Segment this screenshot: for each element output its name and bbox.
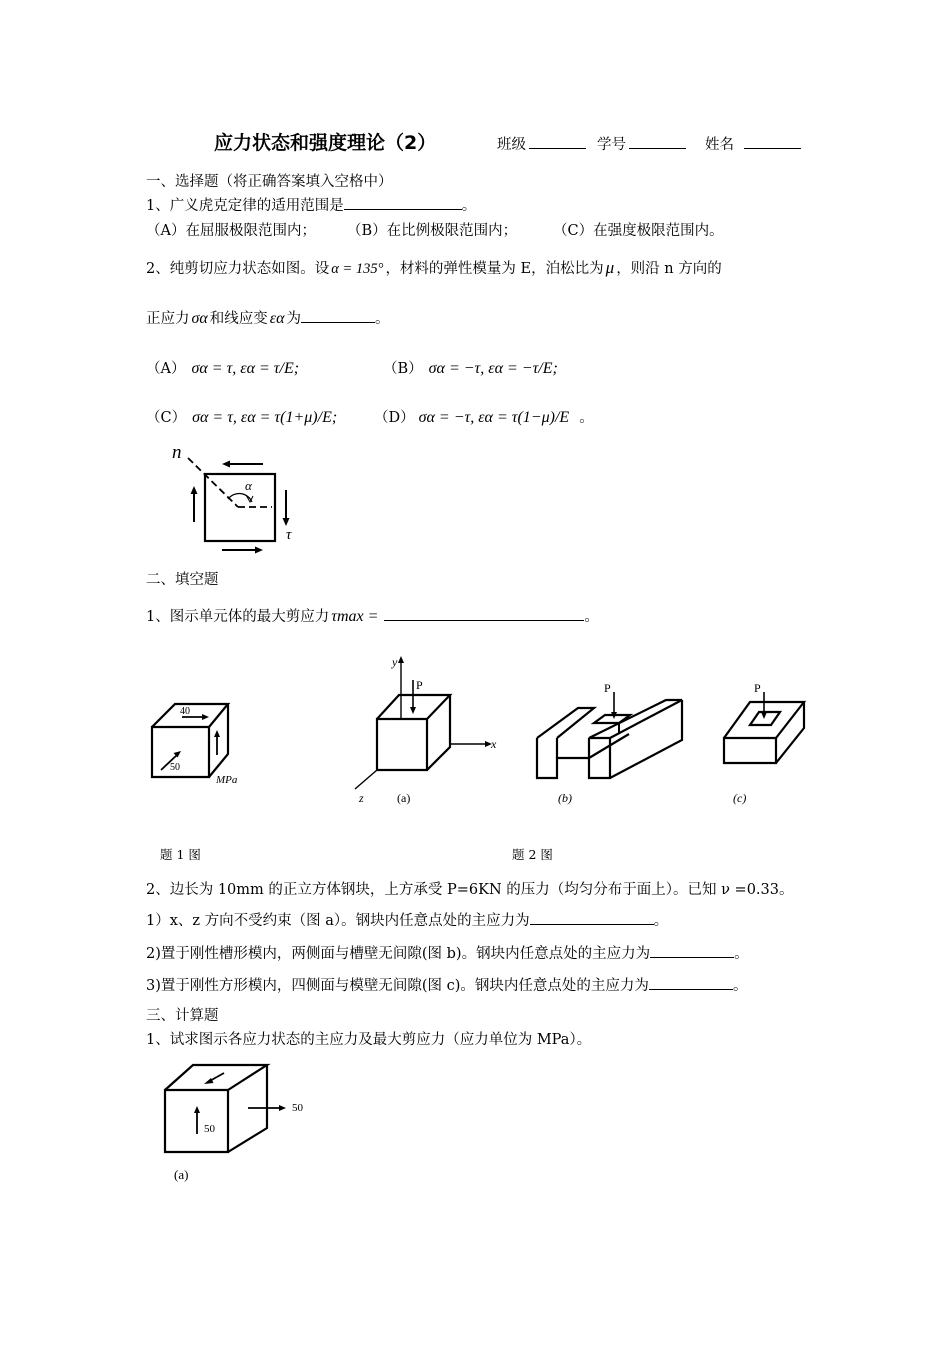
x-axis-label: x [491,737,497,751]
q2-1-stem: 1、图示单元体的最大剪应力 τmax = 。 [146,605,599,626]
tau-max: τmax = [331,608,379,625]
n-label: n [172,442,182,463]
alpha-value: α = 135° [331,261,384,277]
stress-40-label: 40 [180,706,190,717]
page-title: 应力状态和强度理论（2） [214,132,437,154]
section1-heading: 一、选择题（将正确答案填入空格中） [146,174,393,190]
top-arrow-head [222,461,230,468]
section3-heading: 三、计算题 [146,1008,219,1024]
mu-symbol: μ [605,258,615,277]
class-label: 班级 [497,137,526,153]
fig2-caption: 题 2 图 [512,847,553,862]
q1-1-stem: 1、广义虎克定律的适用范围是 。 [146,194,476,215]
q1-1-option-c: （C）在强度极限范围内。 [553,223,724,239]
q1-2-line1: 2、纯剪切应力状态如图。设 α = 135° ，材料的弹性模量为 E，泊松比为 μ ，则沿 n 方向的 [146,258,722,277]
q3-fig-a-cube [160,1060,320,1190]
fig2c-label: (c) [733,791,747,805]
mold-front-face [724,738,776,763]
q1-2-option-d: （D） σα = −τ, εα = τ(1−μ)/E 。 [374,409,594,426]
unit-label: MPa [216,774,238,786]
fig1-caption: 题 1 图 [160,847,201,862]
alpha-label: α [245,478,252,493]
q1-1-option-a: （A）在屈服极限范围内； [146,223,316,239]
load-p-label-c: P [754,681,761,695]
side-shear-arrow-head [214,730,220,737]
stress-40-arrow-head [202,714,209,720]
name-blank[interactable] [744,133,801,149]
load-p-label-a: P [416,678,423,692]
z-axis-label: z [359,791,364,805]
q1-1-answer-blank[interactable] [344,194,462,210]
channel-front-face [537,738,610,778]
id-blank[interactable] [629,133,686,149]
fig2b-label: (b) [558,791,572,805]
sigma-alpha: σα [191,310,208,327]
stress-50-label: 50 [170,762,180,773]
tau-label: τ [286,527,292,543]
id-label: 学号 [597,137,626,153]
q1-2-answer-blank[interactable] [301,307,375,323]
load-p-arrow-a-head [410,707,416,714]
epsilon-alpha: εα [269,310,285,327]
n-direction-line [188,458,238,507]
channel-right-wall-top [589,700,682,738]
section2-heading: 二、填空题 [146,572,219,588]
fig2a-label: (a) [397,791,411,805]
fig1-cube [145,697,255,792]
q2-2-part2: 2)置于刚性槽形模内，两侧面与槽壁无间隙(图 b)。钢块内任意点处的主应力为 。 [146,942,749,963]
load-p-arrow-c-head [761,712,767,719]
student-id-field [597,133,686,154]
z-axis [355,770,377,789]
q2-2-part2-blank[interactable] [650,942,734,958]
q2-2-part3-blank[interactable] [649,974,733,990]
q2-2-part3: 3)置于刚性方形模内，四侧面与模壁无间隙(图 c)。钢块内任意点处的主应力为 。 [146,974,747,995]
channel-block-top [594,715,630,723]
front-stress-label: 50 [204,1123,215,1135]
y-axis-label: y [392,655,398,669]
q3-1-stem: 1、试求图示各应力状态的主应力及最大剪应力（应力单位为 MPa）。 [146,1032,592,1048]
q1-1-option-b: （B）在比例极限范围内； [347,223,518,239]
front-shear-arrow-head [194,1106,200,1113]
y-axis-head [398,656,404,663]
right-arrow-head [283,518,290,526]
name-label: 姓名 [705,137,734,153]
channel-left-wall-top [537,708,594,738]
q2-2-part1: 1）x、z 方向不受约束（图 a）。钢块内任意点处的主应力为 。 [146,909,668,930]
q2-2-part1-blank[interactable] [530,909,654,925]
q1-2-option-b: （B） σα = −τ, εα = −τ/E; [383,360,558,377]
cube-top-face [152,704,228,727]
name-field [705,133,801,154]
fig2b-channel-mold [532,678,692,813]
q2-2-stem: 2、边长为 10mm 的正立方体钢块，上方承受 P=6KN 的压力（均匀分布于面上）。已知 ν =0.33。 [146,882,794,898]
bottom-arrow-head [255,547,263,554]
pure-shear-figure [160,438,320,558]
fig2a-cube [350,652,510,812]
cube-a-front [377,719,427,770]
q1-2-option-c: （C） σα = τ, εα = τ(1+μ)/E; [146,409,338,426]
fig2c-square-mold [718,678,818,813]
q2-1-answer-blank[interactable] [384,605,584,621]
q1-2-option-a: （A） σα = τ, εα = τ/E; [146,360,300,377]
left-arrow-head [191,486,198,494]
class-field [497,133,586,154]
calc-fig-caption: (a) [174,1167,189,1182]
side-stress-label: 50 [292,1102,303,1114]
load-p-label-b: P [604,681,611,695]
class-blank[interactable] [529,133,586,149]
q1-2-line2: 正应力 σα 和线应变 εα 为 。 [146,307,390,328]
side-normal-arrow-head [279,1105,286,1111]
